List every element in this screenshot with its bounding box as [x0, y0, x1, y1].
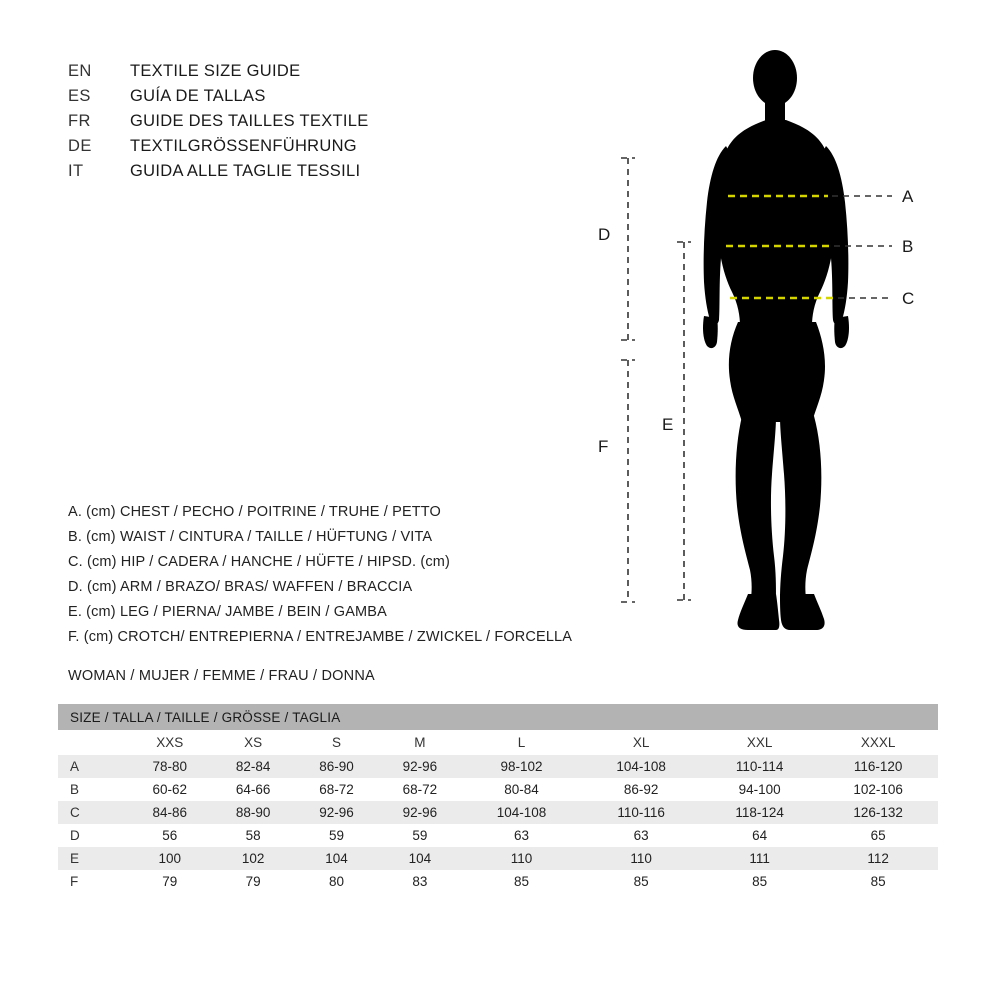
legend-row-a: A. (cm) CHEST / PECHO / POITRINE / TRUHE / PETTO: [68, 504, 441, 520]
size-header-xxs: XXS: [128, 730, 211, 755]
cell-d-xl: 63: [581, 824, 701, 847]
table-row: [58, 847, 938, 870]
table-row: [58, 778, 938, 801]
cell-a-xl: 104-108: [581, 755, 701, 778]
title-row-en: [68, 62, 498, 87]
cell-b-xs: 64-66: [211, 778, 294, 801]
table-header-bar-label: SIZE / TALLA / TAILLE / GRÖSSE / TAGLIA: [58, 704, 938, 730]
size-header-xxl: XXL: [701, 730, 818, 755]
cell-d-xxxl: 65: [818, 824, 938, 847]
size-header-l: L: [462, 730, 582, 755]
legend-row-d: D. (cm) ARM / BRAZO/ BRAS/ WAFFEN / BRACCIA: [68, 579, 413, 595]
cell-f-m: 83: [378, 870, 461, 893]
cell-e-xxxl: 112: [818, 847, 938, 870]
female-silhouette-icon: [703, 50, 849, 630]
row-label-f: F: [58, 870, 128, 893]
cell-a-l: 98-102: [462, 755, 582, 778]
size-table: [58, 704, 938, 893]
cell-b-xxs: 60-62: [128, 778, 211, 801]
cell-d-xxl: 64: [701, 824, 818, 847]
title-lang-de: DE: [68, 137, 92, 155]
size-header-xxxl: XXXL: [818, 730, 938, 755]
size-header-xl: XL: [581, 730, 701, 755]
marker-label-e: E: [662, 415, 674, 434]
title-text-es: GUÍA DE TALLAS: [130, 87, 266, 105]
title-row-fr: [68, 112, 498, 137]
cell-e-s: 104: [295, 847, 378, 870]
size-header-xs: XS: [211, 730, 294, 755]
title-row-es: [68, 87, 498, 112]
table-row: [58, 801, 938, 824]
legend-row-f: F. (cm) CROTCH/ ENTREPIERNA / ENTREJAMBE / ZWICKEL / FORCELLA: [68, 629, 573, 645]
size-header-m: M: [378, 730, 461, 755]
row-label-c: C: [58, 801, 128, 824]
cell-f-xxl: 85: [701, 870, 818, 893]
cell-b-s: 68-72: [295, 778, 378, 801]
legend-row-e: E. (cm) LEG / PIERNA/ JAMBE / BEIN / GAMBA: [68, 604, 387, 620]
cell-d-xs: 58: [211, 824, 294, 847]
cell-f-xxxl: 85: [818, 870, 938, 893]
cell-c-s: 92-96: [295, 801, 378, 824]
cell-c-xs: 88-90: [211, 801, 294, 824]
cell-c-xxl: 118-124: [701, 801, 818, 824]
cell-e-l: 110: [462, 847, 582, 870]
cell-f-s: 80: [295, 870, 378, 893]
cell-d-l: 63: [462, 824, 582, 847]
cell-a-xxl: 110-114: [701, 755, 818, 778]
table-header-bar: [58, 704, 938, 730]
table-row: [58, 824, 938, 847]
cell-b-l: 80-84: [462, 778, 582, 801]
title-text-it: GUIDA ALLE TAGLIE TESSILI: [130, 162, 361, 180]
size-header-corner: [58, 730, 128, 755]
title-lang-es: ES: [68, 87, 91, 105]
cell-d-m: 59: [378, 824, 461, 847]
row-label-e: E: [58, 847, 128, 870]
cell-e-xs: 102: [211, 847, 294, 870]
marker-label-d: D: [598, 225, 611, 244]
title-text-en: TEXTILE SIZE GUIDE: [130, 62, 301, 80]
title-text-fr: GUIDE DES TAILLES TEXTILE: [130, 112, 369, 130]
title-row-it: [68, 162, 498, 187]
cell-b-xxl: 94-100: [701, 778, 818, 801]
title-lang-fr: FR: [68, 112, 91, 130]
row-label-b: B: [58, 778, 128, 801]
cell-c-m: 92-96: [378, 801, 461, 824]
marker-label-b: B: [902, 237, 914, 256]
cell-e-xl: 110: [581, 847, 701, 870]
legend-block: [68, 500, 688, 650]
cell-f-xl: 85: [581, 870, 701, 893]
legend-row-b: B. (cm) WAIST / CINTURA / TAILLE / HÜFTUNG / VITA: [68, 529, 433, 545]
title-row-de: [68, 137, 498, 162]
title-lang-en: EN: [68, 62, 92, 80]
cell-c-xl: 110-116: [581, 801, 701, 824]
row-label-a: A: [58, 755, 128, 778]
legend-row-c: C. (cm) HIP / CADERA / HANCHE / HÜFTE / HIPSD. (cm): [68, 554, 450, 570]
cell-a-s: 86-90: [295, 755, 378, 778]
table-row: [58, 755, 938, 778]
size-header-s: S: [295, 730, 378, 755]
table-row: [58, 870, 938, 893]
cell-e-xxl: 111: [701, 847, 818, 870]
cell-c-l: 104-108: [462, 801, 582, 824]
cell-a-xxxl: 116-120: [818, 755, 938, 778]
marker-label-f: F: [598, 437, 609, 456]
cell-b-xxxl: 102-106: [818, 778, 938, 801]
cell-f-l: 85: [462, 870, 582, 893]
title-text-de: TEXTILGRÖSSENFÜHRUNG: [130, 137, 357, 155]
cell-d-s: 59: [295, 824, 378, 847]
title-block: [68, 62, 498, 187]
cell-e-xxs: 100: [128, 847, 211, 870]
cell-f-xxs: 79: [128, 870, 211, 893]
cell-b-m: 68-72: [378, 778, 461, 801]
cell-c-xxs: 84-86: [128, 801, 211, 824]
cell-a-m: 92-96: [378, 755, 461, 778]
cell-d-xxs: 56: [128, 824, 211, 847]
table-size-header-row: [58, 730, 938, 755]
row-label-d: D: [58, 824, 128, 847]
cell-b-xl: 86-92: [581, 778, 701, 801]
cell-a-xxs: 78-80: [128, 755, 211, 778]
cell-c-xxxl: 126-132: [818, 801, 938, 824]
title-lang-it: IT: [68, 162, 84, 180]
cell-f-xs: 79: [211, 870, 294, 893]
marker-label-c: C: [902, 289, 915, 308]
cell-e-m: 104: [378, 847, 461, 870]
group-label: WOMAN / MUJER / FEMME / FRAU / DONNA: [68, 668, 375, 684]
marker-label-a: A: [902, 187, 914, 206]
cell-a-xs: 82-84: [211, 755, 294, 778]
